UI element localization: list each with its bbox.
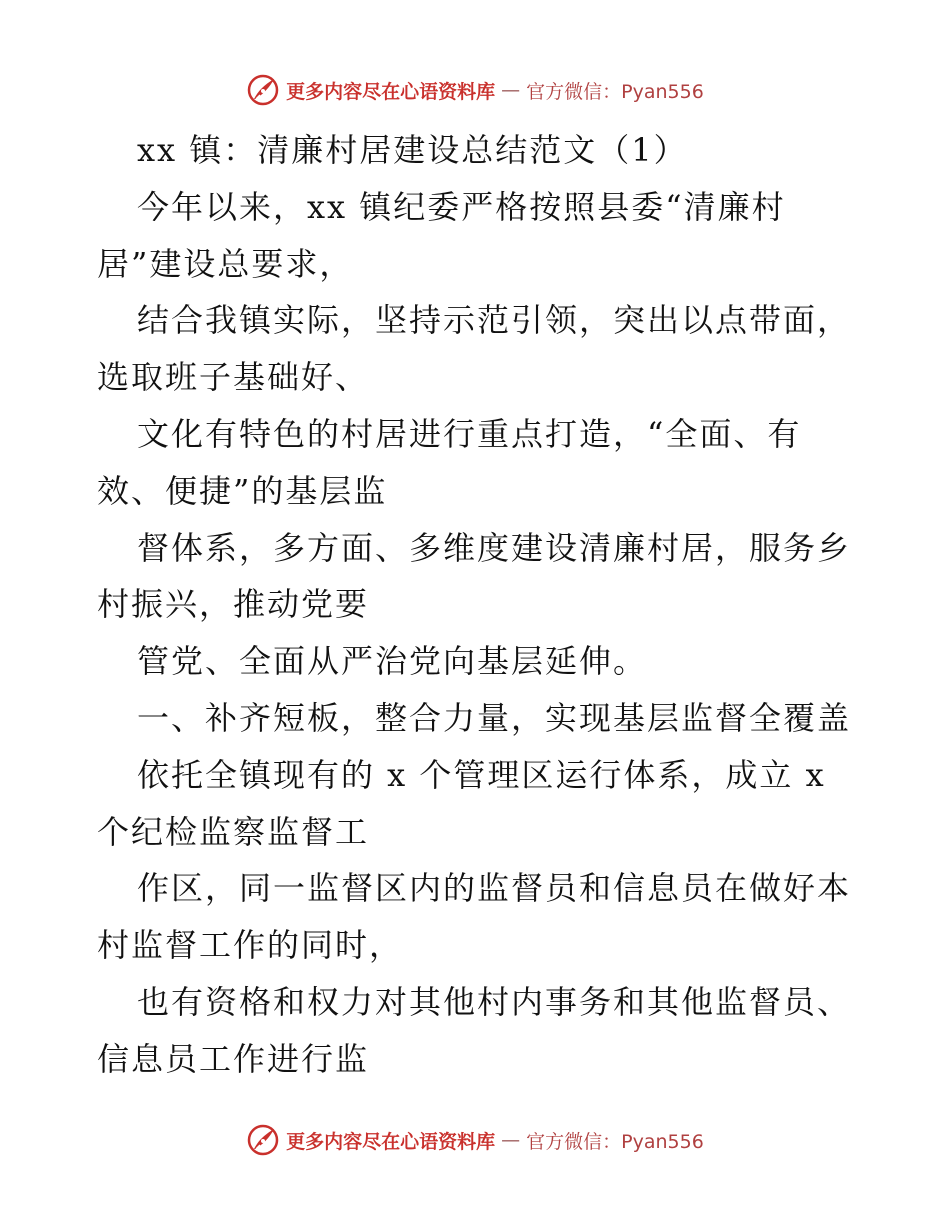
banner-text: 更多内容尽在心语资料库: [286, 1130, 496, 1153]
banner-separator: —: [501, 1129, 521, 1151]
paragraph-line: 今年以来，xx 镇纪委严格按照县委“清廉村: [137, 187, 786, 226]
paragraph-line: 文化有特色的村居进行重点打造，“全面、有: [137, 414, 802, 453]
paragraph-line: 依托全镇现有的 x 个管理区运行体系，成立 x: [137, 755, 826, 794]
quill-pen-logo-icon: [246, 73, 280, 107]
header-banner: [0, 70, 950, 110]
section-heading: 一、补齐短板，整合力量，实现基层监督全覆盖: [137, 698, 852, 737]
banner-wechat: 官方微信：Pyan556: [526, 80, 704, 103]
paragraph-line: 督体系，多方面、多维度建设清廉村居，服务乡: [137, 528, 852, 567]
quill-pen-logo-icon: [246, 1123, 280, 1157]
paragraph-line: 村监督工作的同时，: [97, 926, 404, 965]
banner-wechat: 官方微信：Pyan556: [526, 1130, 704, 1153]
banner-content: [246, 73, 704, 107]
paragraph-line: 个纪检监察监督工: [97, 812, 370, 851]
banner-separator: —: [501, 79, 521, 101]
document-body: [97, 122, 857, 1088]
footer-banner: [0, 1120, 950, 1160]
paragraph-line: 选取班子基础好、: [97, 358, 370, 397]
paragraph-line: 作区，同一监督区内的监督员和信息员在做好本: [137, 869, 852, 908]
paragraph-line: 管党、全面从严治党向基层延伸。: [137, 642, 648, 681]
paragraph-line: 信息员工作进行监: [97, 1039, 370, 1078]
paragraph-line: 效、便捷”的基层监: [97, 471, 388, 510]
banner-content: [246, 1123, 704, 1157]
paragraph-line: 居”建设总要求，: [97, 244, 354, 283]
paragraph-line: 村振兴，推动党要: [97, 585, 370, 624]
doc-title: xx 镇：清廉村居建设总结范文（1）: [137, 131, 688, 169]
paragraph-line: 结合我镇实际，坚持示范引领，突出以点带面，: [137, 301, 852, 340]
banner-text: 更多内容尽在心语资料库: [286, 80, 496, 103]
paragraph-line: 也有资格和权力对其他村内事务和其他监督员、: [137, 982, 852, 1021]
